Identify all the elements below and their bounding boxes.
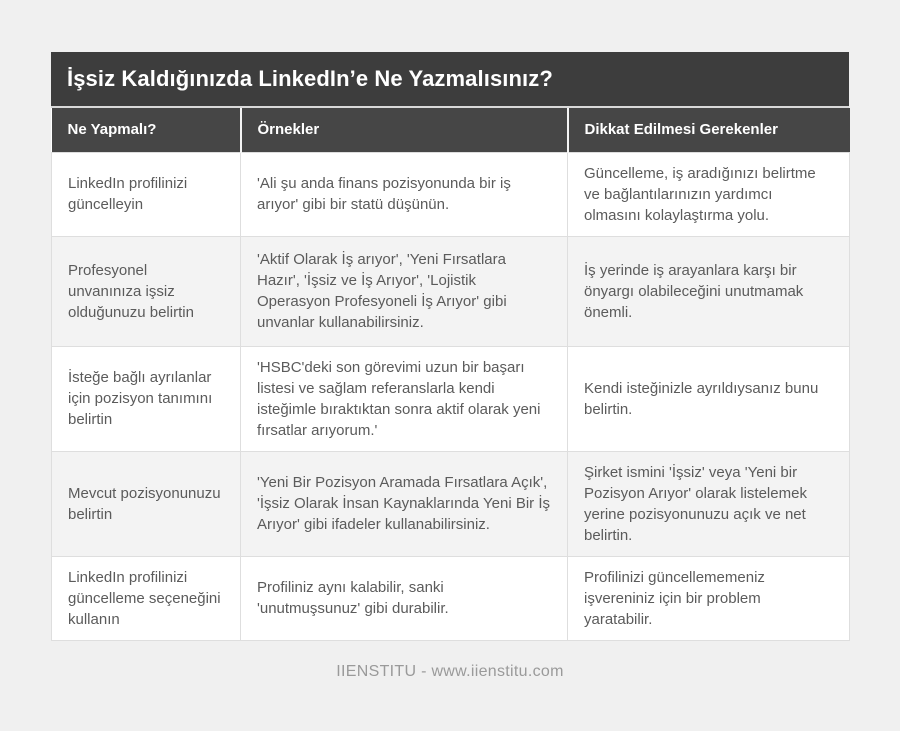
cell-caution: Kendi isteğinizle ayrıldıysanız bunu belirtin.: [568, 346, 850, 451]
cell-what: Mevcut pozisyonunuzu belirtin: [52, 451, 241, 556]
cell-what: Profesyonel unvanınıza işsiz olduğunuzu belirtin: [52, 236, 241, 346]
table-row: [52, 152, 850, 236]
column-header-dikkat: Dikkat Edilmesi Gerekenler: [568, 108, 850, 152]
table-title-bar: [51, 52, 849, 108]
column-header-ornekler: Örnekler: [241, 108, 568, 152]
cell-caution: İş yerinde iş arayanlara karşı bir önyargı olabileceğini unutmamak önemli.: [568, 236, 850, 346]
cell-what: İsteğe bağlı ayrılanlar için pozisyon tanımını belirtin: [52, 346, 241, 451]
cell-example: 'Yeni Bir Pozisyon Aramada Fırsatlara Açık', 'İşsiz Olarak İnsan Kaynaklarında Yeni Bir İş Arıyor' gibi ifadeler kullanabilirsiniz.: [241, 451, 568, 556]
advice-table-card: [51, 52, 849, 681]
table-row: [52, 236, 850, 346]
cell-example: 'Aktif Olarak İş arıyor', 'Yeni Fırsatlara Hazır', 'İşsiz ve İş Arıyor', 'Lojistik Operasyon Profesyoneli İş Arıyor' gibi unvanlar kullanabilirsiniz.: [241, 236, 568, 346]
page-title: İşsiz Kaldığınızda LinkedIn’e Ne Yazmalısınız?: [67, 65, 553, 91]
footer-credit: IIENSTITU - www.iienstitu.com: [336, 662, 564, 680]
table-row: [52, 451, 850, 556]
cell-what: LinkedIn profilinizi güncelleyin: [52, 152, 241, 236]
column-header-ne-yapmali: Ne Yapmalı?: [52, 108, 241, 152]
cell-example: Profiliniz aynı kalabilir, sanki 'unutmuşsunuz' gibi durabilir.: [241, 556, 568, 640]
header-row: [52, 108, 850, 152]
cell-caution: Şirket ismini 'İşsiz' veya 'Yeni bir Pozisyon Arıyor' olarak listelemek yerine pozisyonunuzu açık ve net belirtin.: [568, 451, 850, 556]
cell-example: 'HSBC'deki son görevimi uzun bir başarı listesi ve sağlam referanslarla kendi isteğimle bıraktıktan sonra aktif olarak yeni fırsatlar arıyorum.': [241, 346, 568, 451]
table-row: [52, 556, 850, 640]
advice-table: [51, 108, 850, 641]
cell-what: LinkedIn profilinizi güncelleme seçeneğini kullanın: [52, 556, 241, 640]
cell-caution: Güncelleme, iş aradığınızı belirtme ve bağlantılarınızın yardımcı olmasını kolaylaştırma yolu.: [568, 152, 850, 236]
cell-example: 'Ali şu anda finans pozisyonunda bir iş arıyor' gibi bir statü düşünün.: [241, 152, 568, 236]
table-row: [52, 346, 850, 451]
cell-caution: Profilinizi güncellememeniz işvereniniz için bir problem yaratabilir.: [568, 556, 850, 640]
